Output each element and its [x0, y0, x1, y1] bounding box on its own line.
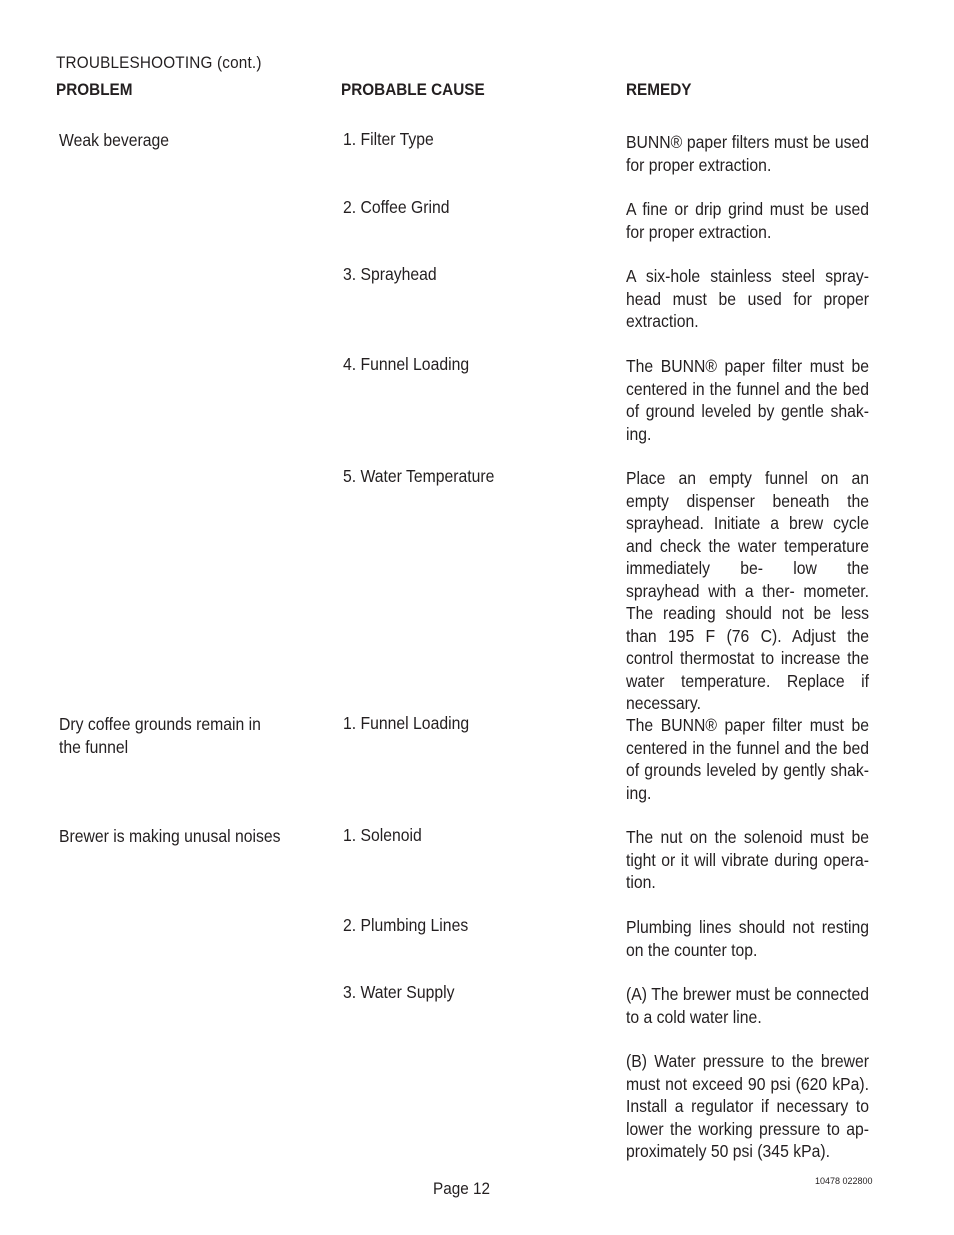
remedy-filter-type: BUNN® paper filters must be used for proper extraction. [626, 132, 869, 175]
problem-unusual-noises: Brewer is making unusal noises [59, 826, 281, 846]
cause-solenoid: 1. Solenoid [343, 825, 422, 845]
cause-filter-type: 1. Filter Type [343, 129, 434, 149]
cause-water-supply: 3. Water Supply [343, 982, 455, 1002]
remedy-water-pressure: (B) Water pressure to the brewer must not exceed 90 psi (620 kPa). Install a regulator if necessary to lower the working pressure to ap- proximately 50 psi (345 kPa). [626, 1051, 869, 1161]
cause-funnel-loading: 4. Funnel Loading [343, 354, 470, 374]
remedy-sprayhead: A six-hole stainless steel spray- head must be used for proper extraction. [626, 266, 869, 331]
cause-plumbing-lines: 2. Plumbing Lines [343, 915, 469, 935]
remedy-funnel-loading-dry: The BUNN® paper filter must be centered in the funnel and the bed of grounds leveled by gently shak- ing. [626, 715, 869, 803]
column-header-probable-cause: PROBABLE CAUSE [341, 80, 485, 99]
remedy-solenoid: The nut on the solenoid must be tight or it will vibrate during opera- tion. [626, 827, 869, 892]
problem-weak-beverage: Weak beverage [59, 130, 170, 150]
section-heading: TROUBLESHOOTING (cont.) [56, 53, 262, 72]
problem-dry-grounds: Dry coffee grounds remain in the funnel [59, 714, 261, 757]
remedy-cold-water-line: (A) The brewer must be connected to a cold water line. [626, 984, 869, 1027]
column-header-remedy: REMEDY [626, 80, 692, 99]
document-code: 10478 022800 [815, 1176, 873, 1186]
cause-water-temperature: 5. Water Temperature [343, 466, 495, 486]
column-header-problem: PROBLEM [56, 80, 133, 99]
remedy-funnel-loading: The BUNN® paper filter must be centered in the funnel and the bed of ground leveled by gentle shak- ing. [626, 356, 869, 444]
page-number: Page 12 [433, 1179, 491, 1198]
cause-funnel-loading-dry: 1. Funnel Loading [343, 713, 470, 733]
remedy-coffee-grind: A fine or drip grind must be used for proper extraction. [626, 199, 869, 242]
remedy-plumbing-lines: Plumbing lines should not resting on the counter top. [626, 917, 869, 960]
cause-sprayhead: 3. Sprayhead [343, 264, 437, 284]
remedy-water-temperature: Place an empty funnel on an empty dispenser beneath the sprayhead. Initiate a brew cycle and check the water temperature immediately be- low the sprayhead with a ther- mometer. The reading should not be less than 195 F (76 C). Adjust the control thermostat to increase the water temperature. Replace if necessary. [626, 468, 869, 713]
cause-coffee-grind: 2. Coffee Grind [343, 197, 450, 217]
